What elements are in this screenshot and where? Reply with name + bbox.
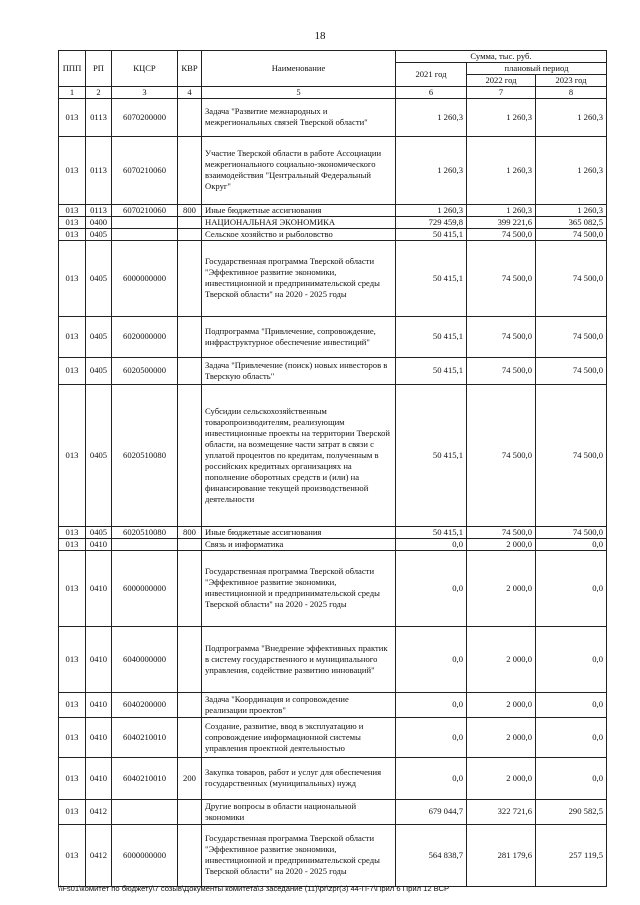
cell-value-2023: 1 260,3 [536, 98, 607, 136]
header-year-2023: 2023 год [536, 75, 607, 87]
header-plan-period: плановый период [467, 63, 607, 75]
cell-rp: 0113 [86, 98, 112, 136]
cell-kcsr: 6040000000 [112, 626, 178, 692]
column-number: 3 [112, 87, 178, 99]
cell-kvr [178, 626, 202, 692]
header-year-2021: 2021 год [396, 63, 467, 87]
cell-ppp: 013 [59, 757, 86, 799]
cell-ppp: 013 [59, 240, 86, 316]
cell-rp: 0410 [86, 717, 112, 757]
column-number: 5 [202, 87, 396, 99]
cell-rp: 0410 [86, 550, 112, 626]
cell-kvr [178, 384, 202, 526]
cell-name: Связь и информатика [202, 538, 396, 550]
cell-value-2021: 729 459,8 [396, 216, 467, 228]
column-number: 7 [467, 87, 536, 99]
cell-ppp: 013 [59, 538, 86, 550]
cell-kcsr: 6040200000 [112, 692, 178, 717]
cell-name: Участие Тверской области в работе Ассоциации межрегионального социально-экономического взаимодействия "Центральный Федеральный Округ" [202, 136, 396, 204]
cell-value-2023: 365 082,5 [536, 216, 607, 228]
cell-kvr [178, 357, 202, 384]
cell-kvr [178, 228, 202, 240]
cell-ppp: 013 [59, 526, 86, 538]
cell-kvr: 200 [178, 757, 202, 799]
cell-value-2021: 0,0 [396, 626, 467, 692]
cell-value-2021: 0,0 [396, 692, 467, 717]
cell-ppp: 013 [59, 228, 86, 240]
column-number: 1 [59, 87, 86, 99]
cell-ppp: 013 [59, 316, 86, 357]
cell-value-2023: 290 582,5 [536, 799, 607, 824]
cell-kvr: 800 [178, 204, 202, 216]
cell-value-2023: 0,0 [536, 538, 607, 550]
cell-rp: 0405 [86, 526, 112, 538]
cell-kcsr: 6000000000 [112, 240, 178, 316]
cell-kcsr: 6070200000 [112, 98, 178, 136]
table-row [59, 550, 607, 626]
cell-rp: 0405 [86, 228, 112, 240]
cell-ppp: 013 [59, 799, 86, 824]
cell-kvr [178, 316, 202, 357]
cell-kcsr: 6020510080 [112, 384, 178, 526]
cell-kcsr: 6000000000 [112, 824, 178, 886]
cell-rp: 0412 [86, 799, 112, 824]
cell-kcsr [112, 799, 178, 824]
table-row [59, 204, 607, 216]
cell-name: Подпрограмма "Привлечение, сопровождение, инфраструктурное обеспечение инвестиций" [202, 316, 396, 357]
cell-name: Иные бюджетные ассигнования [202, 204, 396, 216]
cell-value-2021: 50 415,1 [396, 240, 467, 316]
cell-kvr [178, 240, 202, 316]
cell-ppp: 013 [59, 384, 86, 526]
table-row [59, 538, 607, 550]
cell-value-2021: 1 260,3 [396, 136, 467, 204]
cell-value-2021: 50 415,1 [396, 526, 467, 538]
table-row [59, 98, 607, 136]
cell-ppp: 013 [59, 717, 86, 757]
header-rp: РП [86, 51, 112, 87]
table-row [59, 757, 607, 799]
cell-value-2023: 74 500,0 [536, 316, 607, 357]
cell-value-2023: 1 260,3 [536, 136, 607, 204]
cell-rp: 0113 [86, 136, 112, 204]
table-row [59, 357, 607, 384]
cell-ppp: 013 [59, 204, 86, 216]
cell-kvr [178, 824, 202, 886]
header-year-2022: 2022 год [467, 75, 536, 87]
table-row [59, 316, 607, 357]
budget-table [58, 50, 607, 887]
cell-ppp: 013 [59, 357, 86, 384]
table-body [59, 98, 607, 886]
cell-kcsr: 6040210010 [112, 717, 178, 757]
cell-value-2022: 1 260,3 [467, 98, 536, 136]
cell-rp: 0410 [86, 626, 112, 692]
cell-value-2022: 2 000,0 [467, 550, 536, 626]
cell-rp: 0405 [86, 240, 112, 316]
column-number: 8 [536, 87, 607, 99]
cell-kvr [178, 799, 202, 824]
cell-ppp: 013 [59, 824, 86, 886]
table-row [59, 228, 607, 240]
cell-name: Государственная программа Тверской области "Эффективное развитие экономики, инвестиционной и предпринимательской среды Тверской области" на 2020 - 2025 годы [202, 550, 396, 626]
cell-value-2022: 2 000,0 [467, 717, 536, 757]
cell-kcsr: 6020510080 [112, 526, 178, 538]
cell-kvr [178, 717, 202, 757]
cell-rp: 0113 [86, 204, 112, 216]
cell-name: Субсидии сельскохозяйственным товаропроизводителям, реализующим инвестиционные проекты на территории Тверской области, на возмещение части затрат в связи с уплатой процентов по кредитам, полученным в российских кредитных организациях на пополнение оборотных средств и (или) на финансирование текущей производственной деятельности [202, 384, 396, 526]
cell-value-2021: 0,0 [396, 757, 467, 799]
header-kcsr: КЦСР [112, 51, 178, 87]
cell-kvr [178, 136, 202, 204]
cell-ppp: 013 [59, 216, 86, 228]
cell-value-2021: 50 415,1 [396, 357, 467, 384]
table-row [59, 136, 607, 204]
cell-value-2023: 74 500,0 [536, 526, 607, 538]
cell-value-2022: 2 000,0 [467, 692, 536, 717]
column-number: 4 [178, 87, 202, 99]
cell-value-2022: 2 000,0 [467, 538, 536, 550]
cell-kcsr: 6040210010 [112, 757, 178, 799]
header-name: Наименование [202, 51, 396, 87]
cell-rp: 0405 [86, 384, 112, 526]
cell-rp: 0405 [86, 357, 112, 384]
cell-value-2021: 0,0 [396, 717, 467, 757]
cell-name: Подпрограмма "Внедрение эффективных практик в систему государственного и муниципального управления, содействие развитию инноваций" [202, 626, 396, 692]
cell-kvr [178, 550, 202, 626]
cell-name: Закупка товаров, работ и услуг для обеспечения государственных (муниципальных) нужд [202, 757, 396, 799]
cell-name: НАЦИОНАЛЬНАЯ ЭКОНОМИКА [202, 216, 396, 228]
cell-value-2022: 74 500,0 [467, 240, 536, 316]
cell-ppp: 013 [59, 98, 86, 136]
table-row [59, 692, 607, 717]
cell-name: Создание, развитие, ввод в эксплуатацию и сопровождение информационной системы управления проектной деятельностью [202, 717, 396, 757]
cell-name: Государственная программа Тверской области "Эффективное развитие экономики, инвестиционной и предпринимательской среды Тверской области" на 2020 - 2025 годы [202, 824, 396, 886]
header-ppp: ППП [59, 51, 86, 87]
cell-kvr [178, 538, 202, 550]
cell-value-2021: 564 838,7 [396, 824, 467, 886]
column-number: 2 [86, 87, 112, 99]
cell-kcsr: 6020500000 [112, 357, 178, 384]
cell-value-2021: 679 044,7 [396, 799, 467, 824]
cell-value-2021: 1 260,3 [396, 98, 467, 136]
header-kvr: КВР [178, 51, 202, 87]
table-row [59, 240, 607, 316]
cell-name: Иные бюджетные ассигнования [202, 526, 396, 538]
cell-value-2022: 2 000,0 [467, 626, 536, 692]
cell-rp: 0412 [86, 824, 112, 886]
cell-value-2022: 322 721,6 [467, 799, 536, 824]
table-row [59, 799, 607, 824]
cell-kcsr: 6000000000 [112, 550, 178, 626]
cell-name: Задача "Привлечение (поиск) новых инвесторов в Тверскую область" [202, 357, 396, 384]
cell-kcsr [112, 538, 178, 550]
cell-value-2022: 281 179,6 [467, 824, 536, 886]
cell-value-2023: 74 500,0 [536, 384, 607, 526]
cell-value-2021: 50 415,1 [396, 316, 467, 357]
cell-value-2022: 74 500,0 [467, 316, 536, 357]
table-row [59, 717, 607, 757]
cell-kcsr [112, 228, 178, 240]
cell-value-2023: 0,0 [536, 717, 607, 757]
cell-kcsr: 6070210060 [112, 204, 178, 216]
cell-value-2022: 74 500,0 [467, 384, 536, 526]
cell-value-2023: 0,0 [536, 626, 607, 692]
table-row [59, 824, 607, 886]
table-row [59, 526, 607, 538]
column-number: 6 [396, 87, 467, 99]
cell-ppp: 013 [59, 136, 86, 204]
cell-name: Государственная программа Тверской области "Эффективное развитие экономики, инвестиционной и предпринимательской среды Тверской области" на 2020 - 2025 годы [202, 240, 396, 316]
cell-value-2023: 0,0 [536, 550, 607, 626]
cell-ppp: 013 [59, 692, 86, 717]
cell-value-2023: 74 500,0 [536, 228, 607, 240]
cell-kvr [178, 216, 202, 228]
cell-value-2022: 1 260,3 [467, 204, 536, 216]
page-number: 18 [314, 30, 326, 42]
cell-rp: 0410 [86, 757, 112, 799]
cell-name: Другие вопросы в области национальной экономики [202, 799, 396, 824]
cell-kvr [178, 98, 202, 136]
cell-name: Сельское хозяйство и рыболовство [202, 228, 396, 240]
cell-value-2023: 257 119,5 [536, 824, 607, 886]
cell-value-2022: 2 000,0 [467, 757, 536, 799]
footer-file-path: \\Fs01\комитет по бюджету\7 созыв\Документы комитета\3 заседание (11)\pr\zpr(3) 44-П-7\Прил 6 Прил 12 ВСР [58, 884, 450, 893]
table-row [59, 384, 607, 526]
cell-value-2021: 50 415,1 [396, 384, 467, 526]
cell-value-2022: 74 500,0 [467, 228, 536, 240]
cell-value-2021: 0,0 [396, 550, 467, 626]
cell-kvr [178, 692, 202, 717]
table-header [59, 51, 607, 99]
table-row [59, 626, 607, 692]
cell-ppp: 013 [59, 550, 86, 626]
cell-value-2021: 50 415,1 [396, 228, 467, 240]
cell-kcsr: 6020000000 [112, 316, 178, 357]
cell-value-2022: 74 500,0 [467, 526, 536, 538]
cell-value-2022: 74 500,0 [467, 357, 536, 384]
cell-value-2022: 1 260,3 [467, 136, 536, 204]
table-row [59, 216, 607, 228]
cell-value-2021: 1 260,3 [396, 204, 467, 216]
cell-rp: 0400 [86, 216, 112, 228]
cell-value-2023: 0,0 [536, 692, 607, 717]
cell-name: Задача "Развитие межнародных и межрегиональных связей Тверской области" [202, 98, 396, 136]
cell-value-2023: 1 260,3 [536, 204, 607, 216]
cell-value-2023: 74 500,0 [536, 240, 607, 316]
cell-kvr: 800 [178, 526, 202, 538]
cell-value-2021: 0,0 [396, 538, 467, 550]
header-sum: Сумма, тыс. руб. [396, 51, 607, 63]
cell-rp: 0410 [86, 538, 112, 550]
cell-kcsr: 6070210060 [112, 136, 178, 204]
cell-rp: 0410 [86, 692, 112, 717]
cell-kcsr [112, 216, 178, 228]
cell-rp: 0405 [86, 316, 112, 357]
cell-value-2023: 0,0 [536, 757, 607, 799]
cell-ppp: 013 [59, 626, 86, 692]
column-number-row [59, 87, 607, 99]
cell-value-2023: 74 500,0 [536, 357, 607, 384]
cell-value-2022: 399 221,6 [467, 216, 536, 228]
cell-name: Задача "Координация и сопровождение реализации проектов" [202, 692, 396, 717]
